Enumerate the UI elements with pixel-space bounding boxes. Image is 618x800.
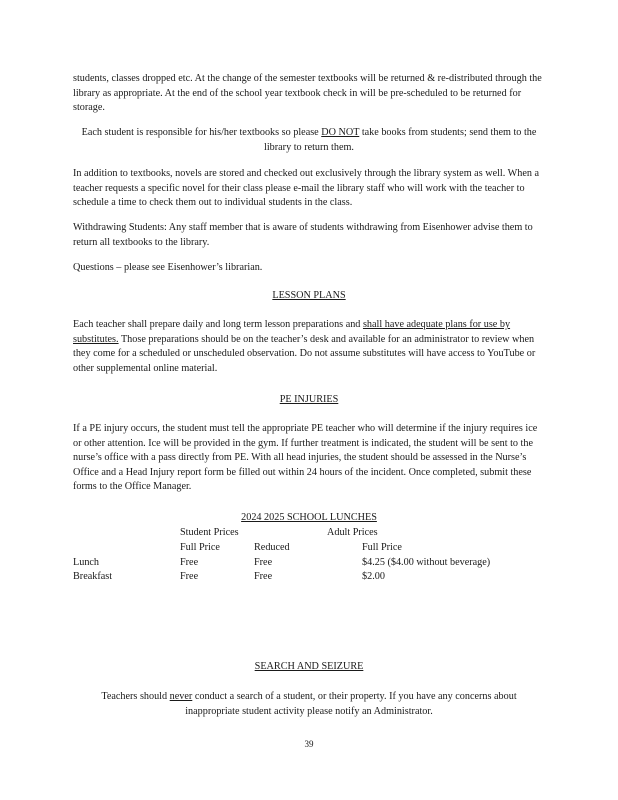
adult-prices-header: Adult Prices (327, 527, 378, 538)
student-full-price: Free (180, 571, 199, 583)
adult-full-price-header: Full Price (362, 541, 402, 553)
never-emphasis: never (169, 691, 193, 702)
textbooks-paragraph: students, classes dropped etc. At the change of the semester textbooks will be returned & re-distributed through the library as appropriate. At the end of the school year textbook check in will be pre-scheduled to be returned for storage. (73, 73, 542, 113)
search-seizure-heading: SEARCH AND SEIZURE (254, 661, 364, 672)
adult-price: $4.25 ($4.00 without beverage) (362, 556, 491, 568)
pe-injuries-heading: PE INJURIES (279, 394, 339, 405)
page-number: 39 (304, 739, 314, 749)
responsible-text-before: Each student is responsible for his/her textbooks so please (81, 127, 322, 138)
pe-injuries-paragraph: If a PE injury occurs, the student must tell the appropriate PE teacher who will determine if the injury requires ice or other attention. Ice will be provided in the gym. If further treatment is indicated, the student will be sent to the nurse’s office with a pass directly from PE. With all head injuries, the student should be assessed in the Nurse’s Office and a Head Injury report form be filled out within 24 hours of the incident. Once completed, submit these forms to the Office Manager. (73, 423, 538, 492)
student-prices-header: Student Prices (180, 527, 239, 538)
lunch-prices-table (73, 526, 552, 585)
meal-name: Lunch (73, 556, 100, 568)
table-row (73, 556, 552, 571)
student-reduced-price: Free (254, 571, 273, 583)
adult-price: $2.00 (362, 571, 385, 583)
adequate-plans-emphasis: shall have adequate plans for use by substitutes. (73, 319, 511, 345)
school-lunches-heading: 2024 2025 SCHOOL LUNCHES (241, 512, 377, 523)
responsible-paragraph (73, 126, 545, 155)
table-row (73, 526, 552, 541)
table-row (73, 570, 552, 585)
novels-paragraph: In addition to textbooks, novels are stored and checked out exclusively through the library system as well. When a teacher requests a specific novel for their class please e-mail the library staff who will work with the teacher to schedule a time to check them out to individual students in the class. (73, 168, 540, 208)
search-seizure-text-before: Teachers should (101, 691, 170, 702)
search-seizure-text-after: conduct a search of a student, or their property. If you have any concerns about inappropriate student activity please notify an Administrator. (185, 691, 517, 717)
lesson-plans-paragraph (73, 318, 545, 376)
student-reduced-price: Free (254, 556, 273, 568)
questions-paragraph: Questions – please see Eisenhower’s librarian. (73, 262, 263, 273)
full-price-header: Full Price (180, 541, 220, 553)
lesson-plans-heading: LESSON PLANS (272, 290, 346, 301)
do-not-emphasis: DO NOT (321, 127, 360, 138)
responsible-text-after: take books from students; send them to the library to return them. (264, 127, 537, 153)
meal-name: Breakfast (73, 571, 113, 583)
withdrawing-paragraph: Withdrawing Students: Any staff member that is aware of students withdrawing from Eisenhower advise them to return all textbooks to the library. (73, 222, 533, 248)
lesson-plans-text-after: Those preparations should be on the teacher’s desk and available for an administrator to review when they come for a scheduled or unscheduled observation. Do not assume substitutes will have access to YouTube or other supplemental online material. (73, 333, 536, 374)
reduced-header: Reduced (254, 541, 290, 553)
table-row (73, 541, 552, 556)
lesson-plans-text-before: Each teacher shall prepare daily and long term lesson preparations and (73, 319, 363, 330)
search-seizure-paragraph (73, 690, 545, 719)
student-full-price: Free (180, 556, 199, 568)
